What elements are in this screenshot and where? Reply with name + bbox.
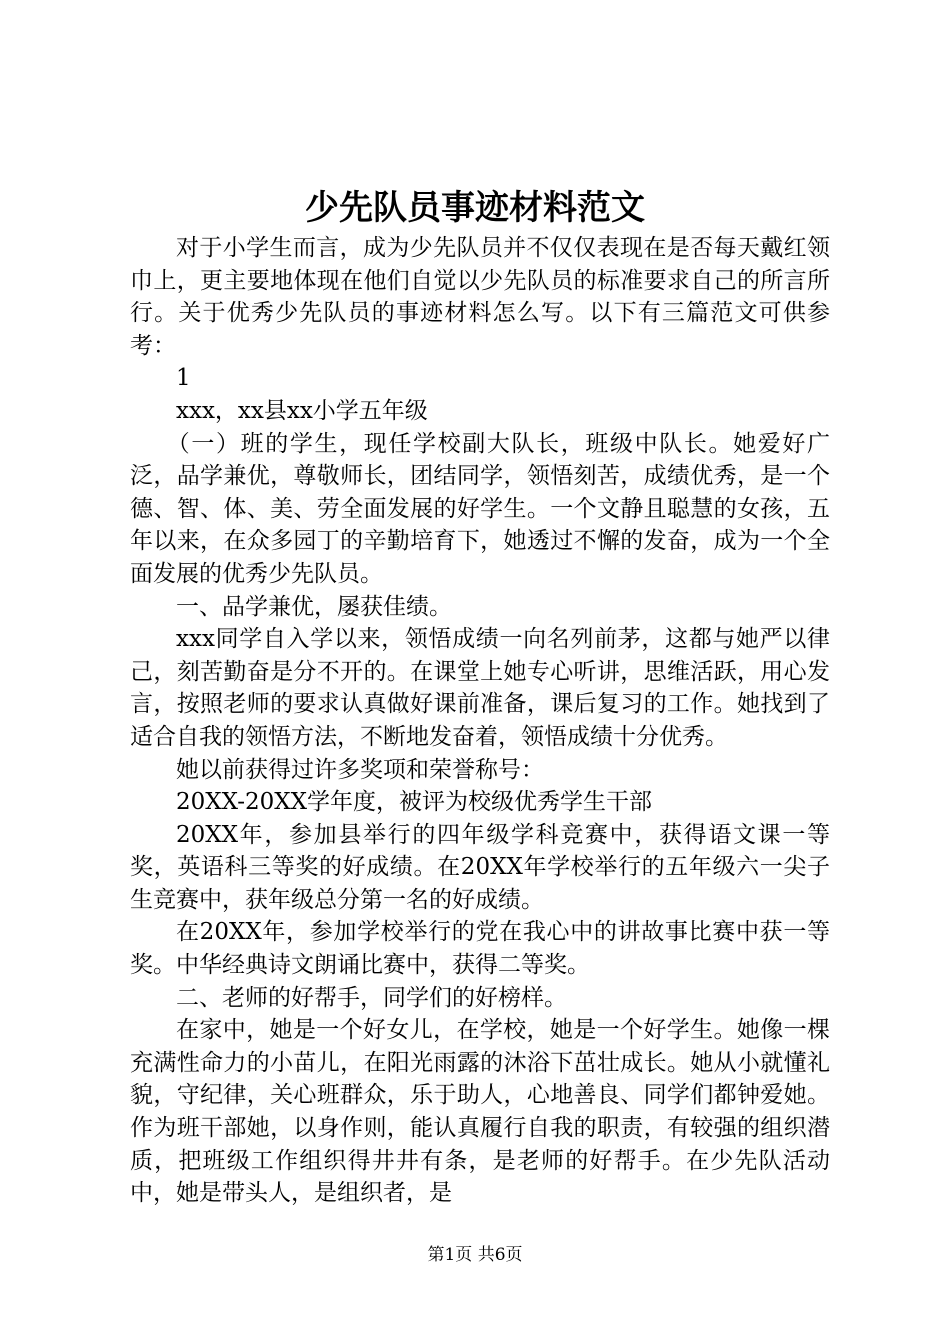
document-title: 少先队员事迹材料范文 — [305, 188, 645, 228]
paragraph: xxx，xx县xx小学五年级 — [176, 397, 428, 424]
paragraph: 对于小学生而言，成为少先队员并不仅仅表现在是否每天戴红领巾上，更主要地体现在他们自觉以少先队员的标准要求自己的所言所行。关于优秀少先队员的事迹材料怎么写。以下有三篇范文可供参考： — [130, 235, 830, 359]
paragraph: xxx同学自入学以来，领悟成绩一向名列前茅，这都与她严以律己，刻苦勤奋是分不开的。在课堂上她专心听讲，思维活跃，用心发言，按照老师的要求认真做好课前准备，课后复习的工作。她找到了适合自我的领悟方法，不断地发奋着，领悟成绩十分优秀。 — [130, 626, 830, 750]
page-footer: 第1页 共6页 — [427, 1245, 523, 1265]
paragraph: （一）班的学生，现任学校副大队长，班级中队长。她爱好广泛，品学兼优，尊敬师长，团结同学，领悟刻苦，成绩优秀，是一个德、智、体、美、劳全面发展的好学生。一个文静且聪慧的女孩，五年以来，在众多园丁的辛勤培育下，她透过不懈的发奋，成为一个全面发展的优秀少先队员。 — [130, 430, 830, 587]
document-body — [130, 232, 830, 1210]
paragraph: 20XX-20XX学年度，被评为校级优秀学生干部 — [176, 789, 652, 816]
paragraph: 在家中，她是一个好女儿，在学校，她是一个好学生。她像一棵充满性命力的小苗儿，在阳光雨露的沐浴下茁壮成长。她从小就懂礼貌，守纪律，关心班群众，乐于助人，心地善良、同学们都钟爱她。作为班干部她，以身作则，能认真履行自我的职责，有较强的组织潜质，把班级工作组织得井井有条，是老师的好帮手。在少先队活动中，她是带头人，是组织者，是 — [130, 1017, 830, 1207]
paragraph: 1 — [176, 365, 191, 392]
paragraph: 在20XX年，参加学校举行的党在我心中的讲故事比赛中获一等奖。中华经典诗文朗诵比赛中，获得二等奖。 — [130, 919, 830, 979]
paragraph: 她以前获得过许多奖项和荣誉称号： — [176, 756, 544, 783]
section-heading: 一、品学兼优，屡获佳绩。 — [176, 593, 452, 620]
paragraph: 20XX年，参加县举行的四年级学科竞赛中，获得语文课一等奖，英语科三等奖的好成绩。在20XX年学校举行的五年级六一尖子生竞赛中，获年级总分第一名的好成绩。 — [130, 821, 830, 913]
section-heading: 二、老师的好帮手，同学们的好榜样。 — [176, 984, 567, 1011]
